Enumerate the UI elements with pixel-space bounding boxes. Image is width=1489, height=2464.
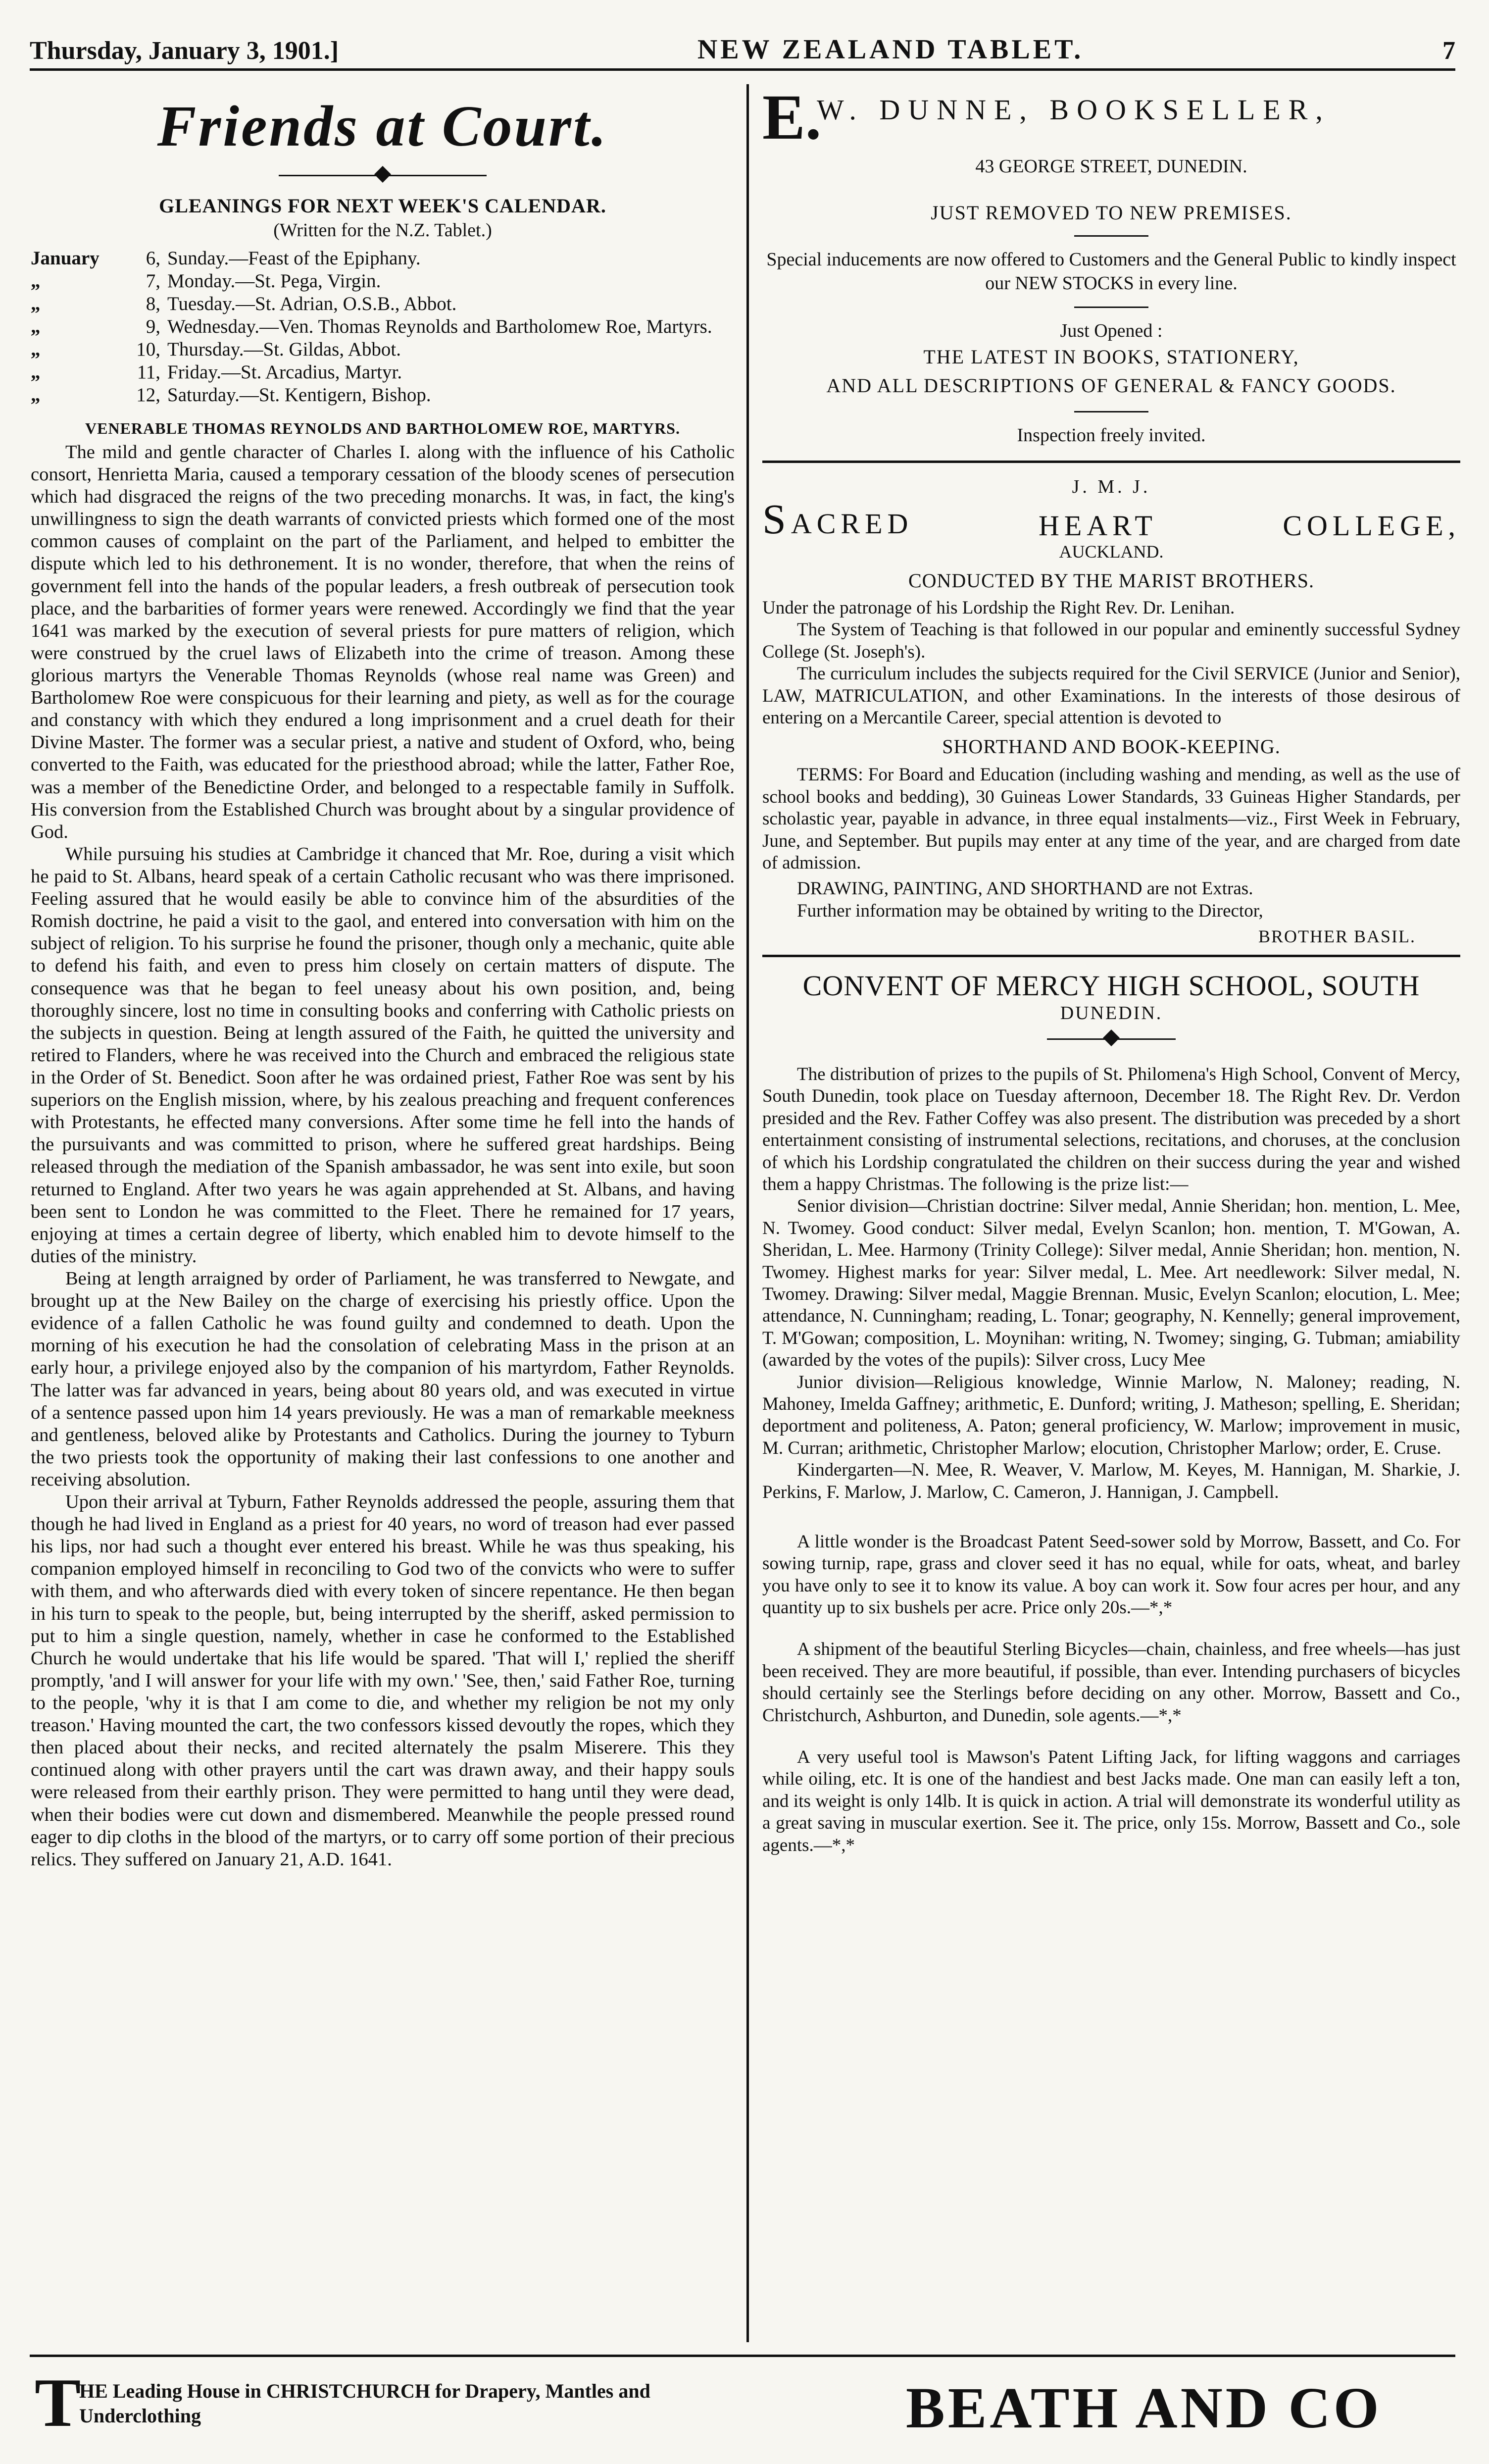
header-date: Thursday, January 3, 1901.] bbox=[30, 37, 339, 65]
dunne-initial: E. bbox=[762, 84, 822, 153]
right-column bbox=[762, 84, 1460, 2342]
article-paragraph: Being at length arraigned by order of Parliament, he was transferred to Newgate, and brought up at the New Bailey on the charge of exercising his priestly office. Upon the evidence of a fallen Catholic he was found guilty and condemned to death. Upon the morning of his execution he had the consolation of celebrating Mass in the prison at an early hour, a privilege enjoyed also by the companion of his martyrdom, Father Reynolds. The latter was far advanced in years, being about 80 years old, and was executed in virtue of a sentence passed upon him 14 years previously. He was a man of remarkable meekness and gentleness, beloved alike by Protestants and Catholics. During the journey to Tyburn the two priests took the opportunity of making their last confessions to one another and receiving absolution. bbox=[31, 1268, 735, 1490]
sacred-heart-curriculum: The curriculum includes the subjects required for the Civil SERVICE (Junior and Senior), LAW, MATRICULATION, and other Examinations. In the interests of those desirous of entering on a Mercantile Career, special attention is devoted to bbox=[762, 664, 1460, 728]
column-divider bbox=[746, 84, 749, 2342]
dunne-address: 43 GEORGE STREET, DUNEDIN. bbox=[975, 155, 1247, 177]
sacred-heart-terms-block bbox=[762, 764, 1460, 922]
sacred-heart-body bbox=[762, 597, 1460, 729]
diamond-icon bbox=[374, 166, 391, 183]
sacred-heart-patronage: Under the patronage of his Lordship the Right Rev. Dr. Lenihan. bbox=[762, 598, 1235, 618]
dunne-name: W. DUNNE, BOOKSELLER, bbox=[817, 94, 1331, 126]
calendar-entry: „ 12, Saturday.—St. Kentigern, Bishop. bbox=[31, 384, 431, 406]
calendar-entry: „ 7, Monday.—St. Pega, Virgin. bbox=[31, 270, 381, 292]
item-seed-sower: A little wonder is the Broadcast Patent Seed-sower sold by Morrow, Bassett, and Co. For sowing turnip, rape, grass and clover seed it has no equal, while for oats, wheat, and barley you have only to see it to know its value. A boy can work it. Sow four acres per hour, and any quantity up to six bushels per acre. Price only 20s.—*,* bbox=[762, 1531, 1460, 1618]
convent-paragraph: Senior division—Christian doctrine: Silver medal, Annie Sheridan; hon. mention, L. Mee, N. Twomey. Good conduct: Silver medal, Evelyn Scanlon; hon. mention, T. M'Gowan, A. Sheridan, L. Mee. Harmony (Trinity College): Silver medal, Annie Sheridan; hon. mention, N. Twomey. Highest marks for year: Silver medal, L. Mee. Art needlework: Silver medal, N. Twomey. Drawing: Silver medal, Maggie Brennan. Music, Evelyn Scanlon; elocution, L. Mee; attendance, N. Cunningham; reading, L. Tonar; geography, N. Kennelly; general improvement, T. M'Gowan; composition, L. Moynihan: writing, N. Twomey; singing, G. Tubman; amiability (awarded by the votes of the pupils): Silver cross, Lucy Mee bbox=[762, 1196, 1460, 1371]
calendar-subheading: (Written for the N.Z. Tablet.) bbox=[273, 219, 492, 241]
short-rule bbox=[1074, 235, 1148, 237]
calendar-list bbox=[31, 247, 735, 407]
sacred-heart-shorthand: SHORTHAND AND BOOK-KEEPING. bbox=[942, 735, 1281, 758]
running-header bbox=[30, 11, 1455, 65]
sacred-heart-drawing: DRAWING, PAINTING, AND SHORTHAND are not Extras. bbox=[797, 878, 1253, 899]
sacred-heart-title: SACRED HEART COLLEGE, bbox=[762, 495, 1460, 543]
section-title: Friends at Court. bbox=[157, 94, 608, 158]
article-paragraph: The mild and gentle character of Charles I. along with the influence of his Catholic consort, Henrietta Maria, caused a temporary cessation of the bloody scenes of persecution which had disgraced the reigns of the two preceding monarchs. It was, in fact, the king's unwillingness to sign the death warrants of convicted priests which formed one of the most common causes of complaint on the part of the Parliament, and helped to embitter the dispute which led to his dethronement. It is no wonder, therefore, that when the reins of government fell into the hands of the popular leaders, a fresh outbreak of persecution took place, and the barbarities of former years were renewed. Accordingly we find that the year 1641 was marked by the execution of several priests for pure matters of religion, which were construed by the cruel laws of Elizabeth into the crime of treason. Among these glorious martyrs the Venerable Thomas Reynolds (whose real name was Green) and Bartholomew Roe were conspicuous for their learning and piety, as well as for the courage and constancy with which they endured a long imprisonment and a cruel death for their Divine Master. The former was a secular priest, a native and student of Oxford, who, being converted to the Faith, was educated for the priesthood abroad; while the latter, Father Roe, was a member of the Benedictine Order, and belonged to a respectable family in Suffolk. His conversion from the Established Church was brought about by a singular providence of God. bbox=[31, 441, 735, 842]
header-page-number: 7 bbox=[1442, 37, 1455, 65]
calendar-entry: „ 8, Tuesday.—St. Adrian, O.S.B., Abbot. bbox=[31, 293, 457, 314]
left-column bbox=[31, 84, 735, 2342]
footer-advert-text: HE Leading House in CHRISTCHURCH for Drapery, Mantles and Underclothing bbox=[79, 2380, 650, 2427]
article-paragraph: Upon their arrival at Tyburn, Father Reynolds addressed the people, assuring them that though he had lived in England as a priest for 40 years, no word of treason had ever passed his lips, nor had such a thought ever entered his breast. While he was thus speaking, his companion employed himself in reconciling to God two of the convicts who were to suffer with them, and who afterwards died with every token of sincere repentance. He then began in his turn to speak to the people, but, being interrupted by the sheriff, asked permission to put to him a single question, namely, whether in case he conformed to the Established Church he would undertake that his life would be spared. 'That will I,' replied the sheriff promptly, 'and I will answer for your life with my own.' 'See, then,' said Father Roe, turning to the people, 'why it is that I am come to die, and whether my religion be not my only treason.' Having mounted the cart, the two confessors kissed devoutly the ropes, which they then placed about their necks, and recited alternately the psalm Miserere. This they continued along with other prayers until the cart was drawn away, and their happy souls were released from their earthly prison. They were permitted to hang until they were dead, when their bodies were cut down and dismembered. Meanwhile the people pressed round eager to dip cloths in the blood of the martyrs, or to carry off some portion of their precious relics. They suffered on January 21, A.D. 1641. bbox=[31, 1491, 735, 1870]
short-items bbox=[762, 1531, 1460, 1856]
advert-separator bbox=[762, 461, 1460, 463]
calendar-entry: „ 10, Thursday.—St. Gildas, Abbot. bbox=[31, 338, 401, 360]
sacred-heart-prefix: J. M. J. bbox=[1072, 476, 1151, 497]
sacred-heart-advert bbox=[762, 476, 1460, 947]
convent-paragraph: Junior division—Religious knowledge, Winnie Marlow, N. Maloney; reading, N. Mahoney, Imelda Gaffney; arithmetic, E. Dunford; writing, J. Matheson; spelling, E. Sheridan; deportment and politeness, A. Paton; general proficiency, W. Marlow; improvement in music, M. Curran; arithmetic, Christopher Marlow; elocution, Christopher Marlow; order, E. Cruse. bbox=[762, 1372, 1460, 1458]
sacred-heart-signature: BROTHER BASIL. bbox=[1258, 926, 1416, 947]
dunne-just-opened: Just Opened : bbox=[1060, 320, 1163, 341]
ornament-rule bbox=[1047, 1029, 1176, 1049]
footer-advert-right: BEATH AND CO bbox=[906, 2375, 1382, 2440]
dunne-title bbox=[762, 84, 1460, 153]
diamond-icon bbox=[1103, 1029, 1120, 1046]
calendar-entry: January 6, Sunday.—Feast of the Epiphany. bbox=[31, 247, 421, 269]
convent-paragraph: Kindergarten—N. Mee, R. Weaver, V. Marlow, M. Keyes, M. Hannigan, M. Sharkie, J. Perkins, F. Marlow, J. Marlow, C. Cameron, J. Hannigan, J. Campbell. bbox=[762, 1460, 1460, 1502]
dunne-notice: JUST REMOVED TO NEW PREMISES. bbox=[931, 201, 1292, 224]
dunne-inducement: Special inducements are now offered to Customers and the General Public to kindly inspect our NEW STOCKS in every line. bbox=[766, 249, 1456, 294]
item-lifting-jack: A very useful tool is Mawson's Patent Lifting Jack, for lifting waggons and carriages while oiling, etc. It is one of the handiest and best Jacks made. One man can easily left a ton, and its weight is only 14lb. It is quick in action. A trial will demonstrate its wonderful utility as a great saving in muscular exertion. See it. The price, only 15s. Morrow, Bassett and Co., sole agents.—*,* bbox=[762, 1747, 1460, 1855]
calendar-entry: „ 11, Friday.—St. Arcadius, Martyr. bbox=[31, 361, 402, 383]
convent-article bbox=[762, 969, 1460, 1503]
header-rule bbox=[30, 68, 1455, 71]
sacred-heart-terms: TERMS: For Board and Education (including washing and mending, as well as the use of school books and bedding), 30 Guineas Lower Standards, 33 Guineas Higher Standards, per scholastic year, payable in advance, in three equal instalments—viz., First Week in February, June, and September. But pupils may enter at any time of the year, and are charged from date of admission. bbox=[762, 765, 1460, 873]
sacred-heart-conducted: CONDUCTED BY THE MARIST BROTHERS. bbox=[908, 569, 1315, 592]
article-body bbox=[31, 441, 735, 1871]
item-bicycles: A shipment of the beautiful Sterling Bicycles—chain, chainless, and free wheels—has just been received. They are more beautiful, if possible, than ever. Intending purchasers of bicycles should certainly see the Sterlings before deciding on any other. Morrow, Bassett and Co., Christchurch, Ashburton, and Dunedin, sole agents.—*,* bbox=[762, 1639, 1460, 1726]
convent-title: CONVENT OF MERCY HIGH SCHOOL, SOUTH bbox=[802, 970, 1420, 1002]
calendar-heading: GLEANINGS FOR NEXT WEEK'S CALENDAR. bbox=[159, 194, 606, 217]
header-paper-name: NEW ZEALAND TABLET. bbox=[697, 34, 1084, 65]
sacred-heart-location: AUCKLAND. bbox=[1059, 542, 1164, 562]
dunne-inspection: Inspection freely invited. bbox=[1017, 425, 1206, 446]
convent-paragraph: The distribution of prizes to the pupils of St. Philomena's High School, Convent of Mercy, South Dunedin, took place on Tuesday afternoon, December 18. The Right Rev. Dr. Verdon presided and the Rev. Father Coffey was also present. The distribution was preceded by a short entertainment consisting of instrumental selections, recitations, and choruses, at the conclusion of which his Lordship congratulated the children on their success during the year and wished them a happy Christmas. The following is the prize list:— bbox=[762, 1064, 1460, 1195]
dunne-all-descriptions: AND ALL DESCRIPTIONS OF GENERAL & FANCY GOODS. bbox=[826, 374, 1396, 397]
convent-subtitle: DUNEDIN. bbox=[1060, 1003, 1163, 1024]
short-rule bbox=[1074, 411, 1148, 412]
sacred-heart-further: Further information may be obtained by writing to the Director, bbox=[797, 900, 1263, 921]
dunne-advert bbox=[762, 84, 1460, 448]
short-rule bbox=[1074, 307, 1148, 308]
article-paragraph: While pursuing his studies at Cambridge it chanced that Mr. Roe, during a visit which he paid to St. Albans, heard speak of a certain Catholic recusant who was there imprisoned. Feeling assured that he would easily be able to convince him of the absurdities of the Romish doctrine, he paid a visit to the gaol, and entered into conversation with him on the subject of religion. To his surprise he found the prisoner, though only a mechanic, quite able to defend his faith, and even to press him closely on certain matters of dispute. The consequence was that he began to feel uneasy about his own position, and, being thoroughly sincere, lost no time in consulting books and conferring with Catholic priests on the subjects in question. Being at length assured of the Faith, he quitted the university and retired to Flanders, where he was received into the Church and embraced the religious state in the Order of St. Benedict. Soon after he was ordained priest, Father Roe was sent by his superiors on the English mission, where, by his zealous preaching and frequent conferences with Protestants, he effected many conversions. After some time he fell into the hands of the pursuivants and was committed to prison, where he suffered great hardships. Being released through the mediation of the Spanish ambassador, he was sent into exile, but soon returned to England. After two years he was again apprehended at St. Albans, and having been sent to London he was committed to the Fleet. There he remained for 17 years, enjoying at times a certain degree of liberty, which enabled him to devote himself to the duties of the ministry. bbox=[31, 843, 735, 1267]
ornament-rule bbox=[279, 165, 487, 185]
article-heading: VENERABLE THOMAS REYNOLDS AND BARTHOLOMEW ROE, MARTYRS. bbox=[85, 419, 680, 437]
footer-initial: T bbox=[35, 2364, 81, 2441]
advert-separator bbox=[762, 955, 1460, 957]
footer-advert-left bbox=[35, 2364, 846, 2446]
convent-body bbox=[762, 1064, 1460, 1503]
sacred-heart-system: The System of Teaching is that followed in our popular and eminently successful Sydney College (St. Joseph's). bbox=[762, 619, 1460, 662]
footer-rule bbox=[30, 2355, 1455, 2357]
dunne-latest: THE LATEST IN BOOKS, STATIONERY, bbox=[923, 346, 1299, 368]
calendar-entry: „ 9, Wednesday.—Ven. Thomas Reynolds and Bartholomew Roe, Martyrs. bbox=[31, 315, 712, 337]
